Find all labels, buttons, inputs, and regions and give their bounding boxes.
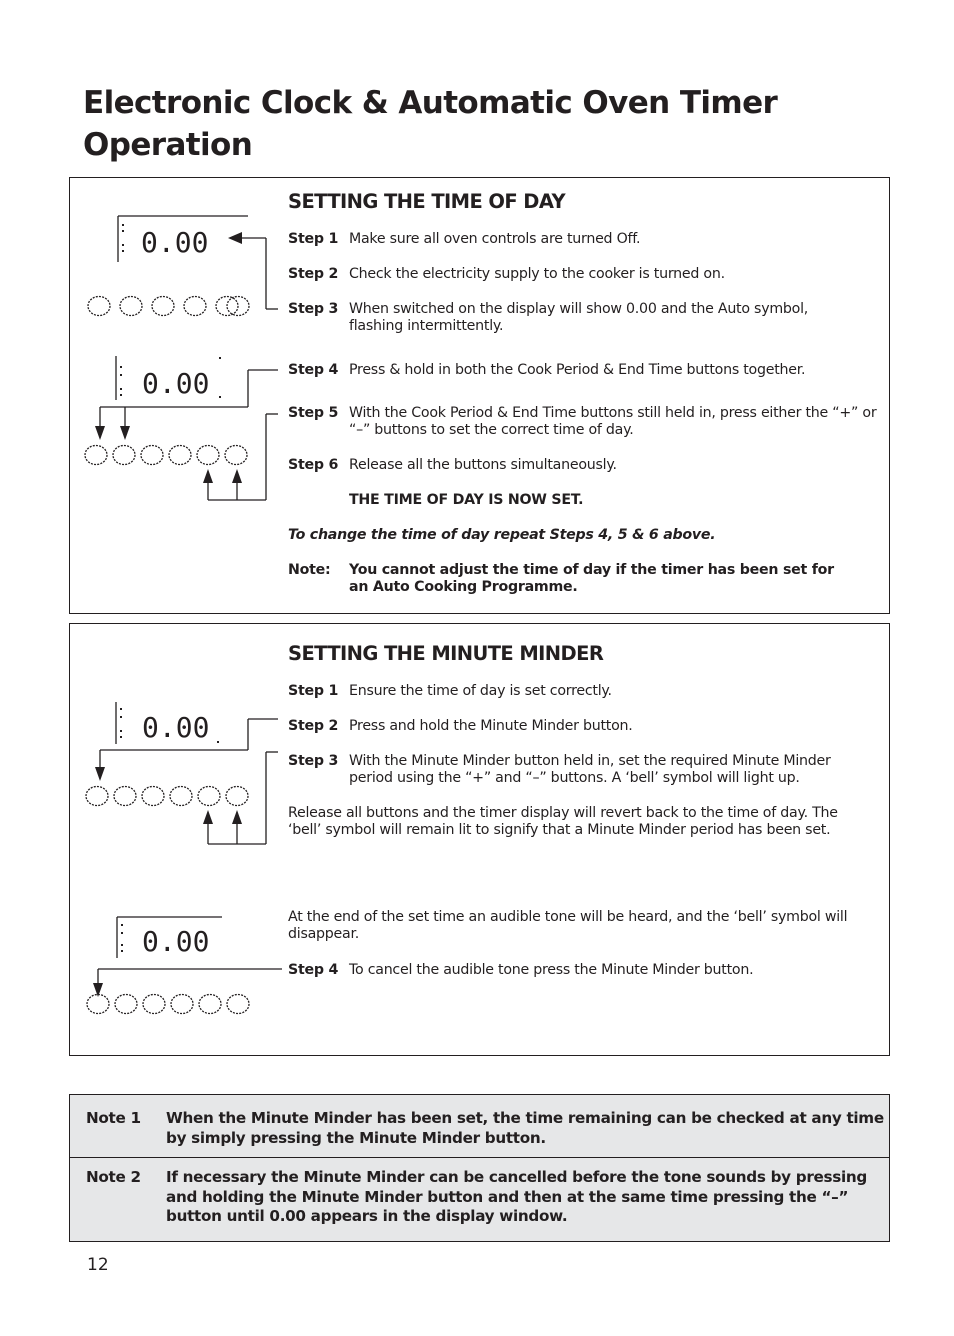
step-text: Check the electricity supply to the cooker is turned on.: [349, 266, 725, 282]
step-label: Step 4: [288, 962, 339, 978]
step-label: Step 6: [288, 457, 339, 473]
display-readout: 0.00: [142, 925, 210, 958]
page-number: 12: [87, 1255, 109, 1275]
step-text: With the Minute Minder button held in, set the required Minute Minder period using the “+” and “–” buttons. A ‘bell’ symbol will light up.: [349, 753, 831, 786]
step-label: Step 1: [288, 231, 339, 247]
notes-divider: [70, 1157, 889, 1158]
step-label: Step 2: [288, 718, 339, 734]
confirmation-text: THE TIME OF DAY IS NOW SET.: [349, 492, 584, 508]
note-label: Note 2: [86, 1168, 141, 1186]
note-text: If necessary the Minute Minder can be cancelled before the tone sounds by pressing and holding the Minute Minder button and then at the same time pressing the “–” button until 0.00 appears in the display window.: [166, 1168, 867, 1225]
step-label: Step 2: [288, 266, 339, 282]
display-readout: 0.00: [142, 711, 210, 744]
section-heading-minute-minder: SETTING THE MINUTE MINDER: [288, 642, 604, 665]
display-readout: 0.00: [142, 367, 210, 400]
step-text: Press & hold in both the Cook Period & End Time buttons together.: [349, 362, 806, 378]
end-text: At the end of the set time an audible tone will be heard, and the ‘bell’ symbol will disappear.: [288, 909, 848, 942]
step-text: When switched on the display will show 0.00 and the Auto symbol, flashing intermittently.: [349, 301, 809, 334]
time-of-day-panel: [69, 177, 890, 614]
note-text: When the Minute Minder has been set, the time remaining can be checked at any time by simply pressing the Minute Minder button.: [166, 1109, 884, 1147]
step-label: Step 5: [288, 405, 339, 421]
release-text: Release all buttons and the timer display will revert back to the time of day. The ‘bell’ symbol will remain lit to signify that a Minute Minder period has been set.: [288, 805, 838, 838]
page-title: Electronic Clock & Automatic Oven Timer Operation: [83, 85, 778, 163]
cancel-tone-diagram: [70, 624, 290, 1054]
timer-buttons-diagram: [70, 178, 290, 508]
note-label: Note 1: [86, 1109, 141, 1127]
display-readout: 0.00: [141, 226, 209, 259]
step-text: To cancel the audible tone press the Minute Minder button.: [349, 962, 754, 978]
step-label: Step 4: [288, 362, 339, 378]
notes-box: [69, 1094, 890, 1242]
minute-minder-panel: [69, 623, 890, 1056]
note-text: You cannot adjust the time of day if the timer has been set for an Auto Cooking Programme.: [349, 562, 834, 595]
step-text: With the Cook Period & End Time buttons still held in, press either the “+” or “–” buttons to set the correct time of day.: [349, 405, 877, 438]
step-text: Release all the buttons simultaneously.: [349, 457, 617, 473]
step-text: Ensure the time of day is set correctly.: [349, 683, 612, 699]
step-text: Make sure all oven controls are turned Off.: [349, 231, 641, 247]
step-text: Press and hold the Minute Minder button.: [349, 718, 633, 734]
section-heading-time-of-day: SETTING THE TIME OF DAY: [288, 190, 566, 213]
step-label: Step 3: [288, 301, 339, 317]
note-label: Note:: [288, 562, 331, 578]
step-label: Step 1: [288, 683, 339, 699]
step-label: Step 3: [288, 753, 339, 769]
repeat-note: To change the time of day repeat Steps 4, 5 & 6 above.: [288, 527, 716, 543]
